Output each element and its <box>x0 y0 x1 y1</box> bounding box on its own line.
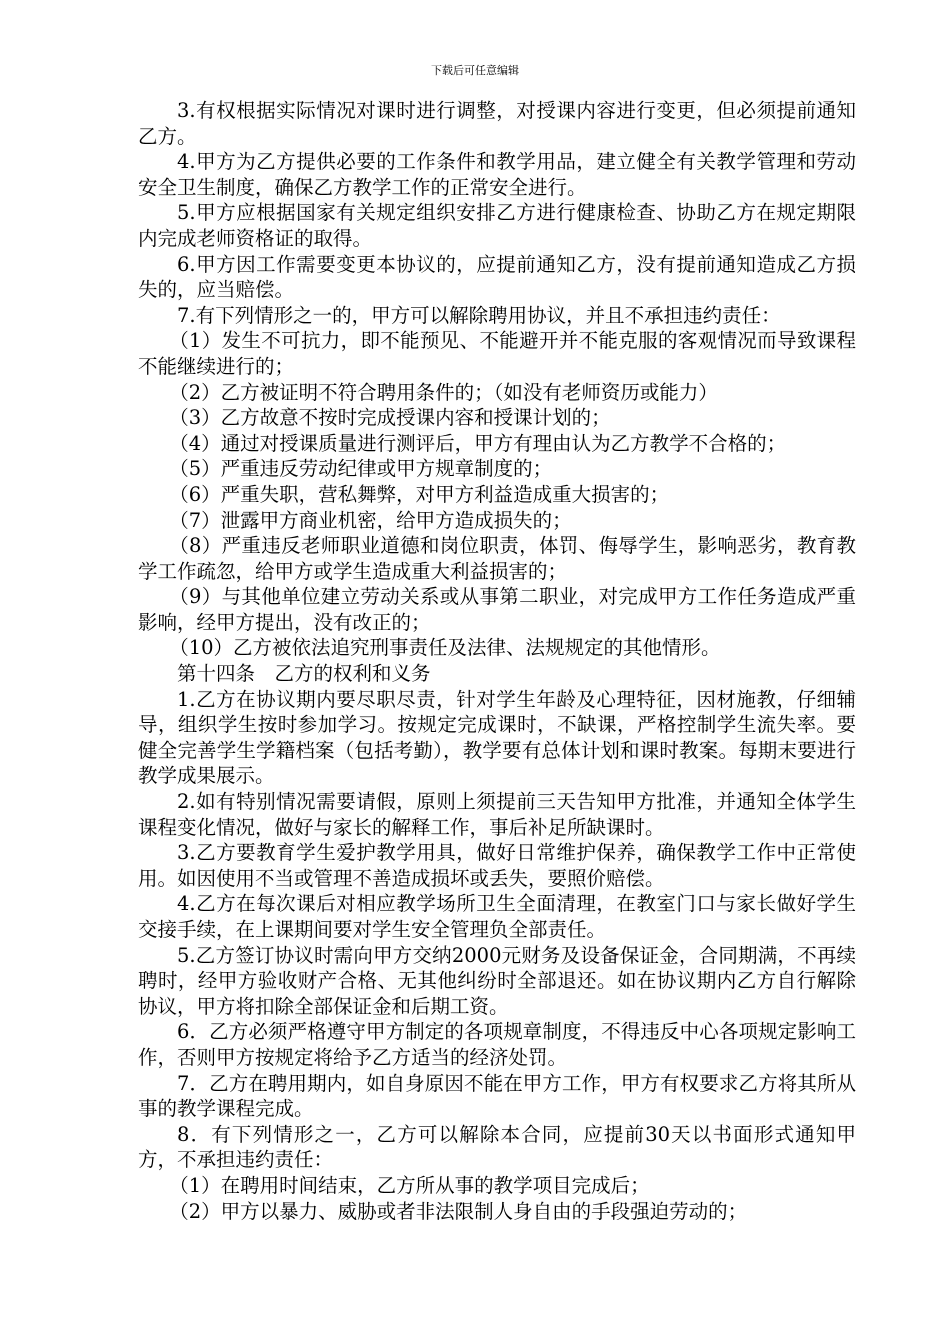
paragraph-clause-4: 4.甲方为乙方提供必要的工作条件和教学用品，建立健全有关教学管理和劳动安全卫生制度，确保乙方教学工作的正常安全进行。 <box>138 150 856 199</box>
list-item-7-10: （10）乙方被依法追究刑事责任及法律、法规规定的其他情形。 <box>169 636 721 660</box>
list-item-7-6: （6）严重失职，营私舞弊，对甲方利益造成重大损害的； <box>169 482 670 506</box>
list-item-7-8: （8）严重违反老师职业道德和岗位职责，体罚、侮辱学生，影响恶劣，教育教学工作疏忽，给甲方或学生造成重大利益损害的； <box>138 534 856 583</box>
paragraph-duty-6: 6．乙方必须严格遵守甲方制定的各项规章制度，不得违反中心各项规定影响工作，否则甲方按规定将给予乙方适当的经济处罚。 <box>138 1020 856 1069</box>
document-body <box>138 98 856 1224</box>
page-header-note: 下载后可任意编辑 <box>431 64 519 77</box>
paragraph-duty-8: 8．有下列情形之一，乙方可以解除本合同，应提前30天以书面形式通知甲方，不承担违约责任： <box>138 1122 856 1172</box>
paragraph-duty-1: 1.乙方在协议期内要尽职尽责，针对学生年龄及心理特征，因材施教，仔细辅导，组织学生按时参加学习。按规定完成课时，不缺课，严格控制学生流失率。要健全完善学生学籍档案（包括考勤），教学要有总体计划和课时教案。每期末要进行教学成果展示。 <box>138 687 856 788</box>
paragraph-duty-4: 4.乙方在每次课后对相应教学场所卫生全面清理，在教室门口与家长做好学生交接手续，在上课期间要对学生安全管理负全部责任。 <box>138 892 856 941</box>
list-item-7-4: （4）通过对授课质量进行测评后，甲方有理由认为乙方教学不合格的； <box>169 431 787 455</box>
paragraph-duty-7: 7．乙方在聘用期内，如自身原因不能在甲方工作，甲方有权要求乙方将其所从事的教学课程完成。 <box>138 1071 856 1121</box>
paragraph-duty-3: 3.乙方要教育学生爱护教学用具，做好日常维护保养，确保教学工作中正常使用。如因使用不当或管理不善造成损坏或丢失，要照价赔偿。 <box>138 841 856 890</box>
list-item-7-9: （9）与其他单位建立劳动关系或从事第二职业，对完成甲方工作任务造成严重影响，经甲方提出，没有改正的； <box>138 585 856 634</box>
paragraph-duty-5: 5.乙方签订协议时需向甲方交纳2000元财务及设备保证金，合同期满，不再续聘时，经甲方验收财产合格、无其他纠纷时全部退还。如在协议期内乙方自行解除协议，甲方将扣除全部保证金和后期工资。 <box>138 943 856 1018</box>
list-item-7-1: （1）发生不可抗力，即不能预见、不能避开并不能克服的客观情况而导致课程不能继续进行的； <box>138 329 856 378</box>
paragraph-clause-7: 7.有下列情形之一的，甲方可以解除聘用协议，并且不承担违约责任： <box>177 303 781 327</box>
paragraph-clause-5: 5.甲方应根据国家有关规定组织安排乙方进行健康检查、协助乙方在规定期限内完成老师资格证的取得。 <box>138 201 856 250</box>
list-item-8-1: （1）在聘用时间结束，乙方所从事的教学项目完成后； <box>169 1173 650 1197</box>
list-item-7-2: （2）乙方被证明不符合聘用条件的；（如没有老师资历或能力） <box>169 380 718 404</box>
article-14-heading: 第十四条 乙方的权利和义务 <box>177 662 431 686</box>
paragraph-duty-2: 2.如有特别情况需要请假，原则上须提前三天告知甲方批准，并通知全体学生课程变化情况，做好与家长的解释工作，事后补足所缺课时。 <box>138 790 856 839</box>
list-item-7-5: （5）严重违反劳动纪律或甲方规章制度的； <box>169 457 553 481</box>
list-item-7-7: （7）泄露甲方商业机密，给甲方造成损失的； <box>169 508 572 532</box>
list-item-8-2: （2）甲方以暴力、威胁或者非法限制人身自由的手段强迫劳动的； <box>169 1199 748 1223</box>
paragraph-clause-6: 6.甲方因工作需要变更本协议的，应提前通知乙方，没有提前通知造成乙方损失的，应当赔偿。 <box>138 252 856 302</box>
list-item-7-3: （3）乙方故意不按时完成授课内容和授课计划的； <box>169 406 611 430</box>
paragraph-clause-3: 3.有权根据实际情况对课时进行调整，对授课内容进行变更，但必须提前通知乙方。 <box>138 99 856 148</box>
